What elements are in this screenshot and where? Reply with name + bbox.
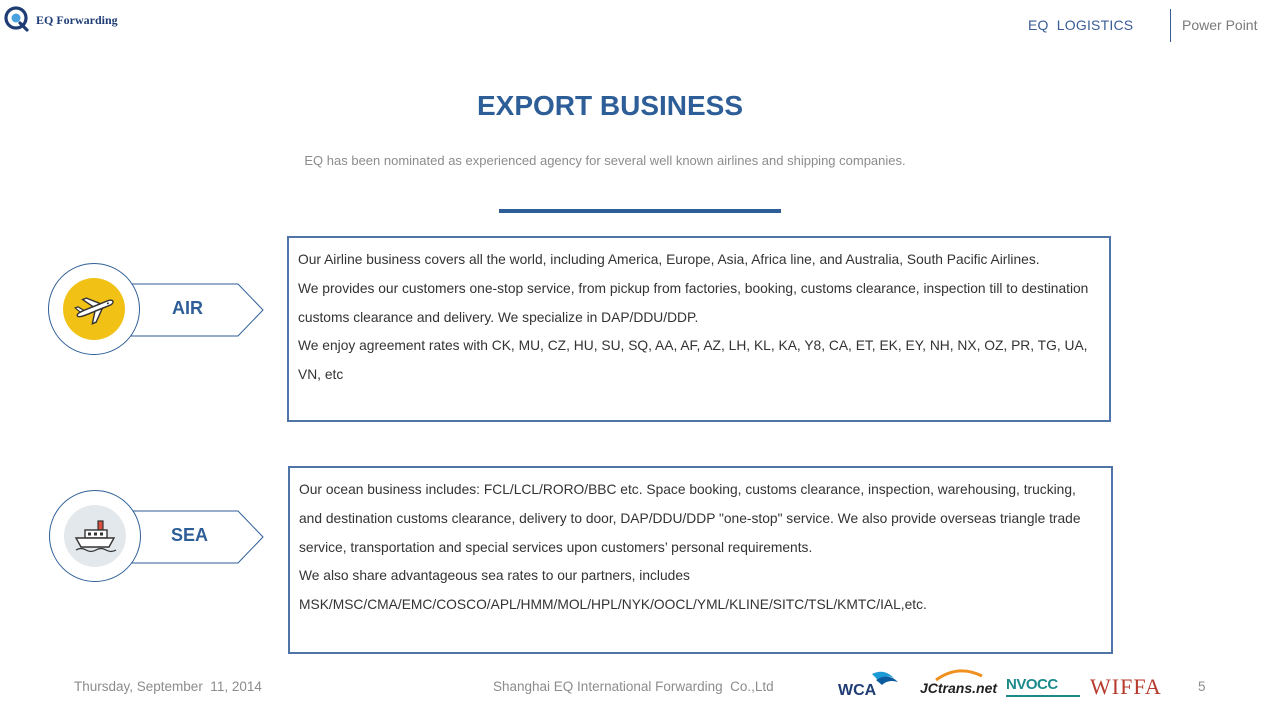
nvocc-logo: [1006, 676, 1082, 700]
air-paragraph: Our Airline business covers all the world, including America, Europe, Asia, Africa line, and Australia, South Pacific Airlines.: [298, 252, 1040, 267]
nav-eq-logistics[interactable]: EQ LOGISTICS: [1028, 17, 1134, 33]
page-number: 5: [1198, 679, 1206, 694]
title-underline: [499, 209, 781, 213]
nvocc-underline: [1006, 695, 1080, 697]
page-subtitle: EQ has been nominated as experienced agency for several well known airlines and shipping companies.: [304, 153, 906, 168]
eq-logo-icon: [4, 6, 30, 32]
sea-paragraph: Our ocean business includes: FCL/LCL/RORO/BBC etc. Space booking, customs clearance, inspection, warehousing, trucking, and destination customs clearance, delivery to door, DAP/DDU/DDP "one-stop" service. We also provide overseas triangle trade service, transportation and special services upon customers’ personal requirements.: [299, 482, 1081, 555]
wiffa-logo: [1090, 672, 1172, 700]
air-paragraph: We provides our customers one-stop service, from pickup from factories, booking, customs clearance, inspection till to destination customs clearance and delivery. We specialize in DAP/DDU/DDP.: [298, 280, 1089, 325]
sea-content-box: [288, 466, 1113, 654]
wiffa-logo-text: WIFFA: [1090, 674, 1162, 699]
sea-badge: [49, 490, 141, 582]
footer-date: Thursday, September 11, 2014: [74, 679, 262, 694]
airplane-icon: [72, 292, 116, 326]
air-label: AIR: [172, 298, 203, 318]
header-divider: [1170, 9, 1171, 42]
sea-paragraph: We also share advantageous sea rates to our partners, includes MSK/MSC/CMA/EMC/COSCO/APL/HMM/MOL/HPL/NYK/OOCL/YML/KLINE/SITC/TSL/KMTC/IAL,etc.: [299, 568, 927, 613]
wca-logo-text: WCA: [838, 682, 877, 699]
wca-logo: [838, 668, 918, 700]
jctrans-logo-text: JCtrans.net: [920, 680, 998, 696]
nav-power-point[interactable]: Power Point: [1182, 17, 1258, 33]
page-title: EXPORT BUSINESS: [476, 90, 744, 121]
brand-name: EQ Forwarding: [36, 13, 118, 27]
jctrans-logo: [918, 668, 998, 700]
nvocc-logo-text: NVOCC: [1006, 676, 1058, 693]
sea-label: SEA: [171, 525, 209, 545]
air-content-box: [287, 236, 1111, 422]
air-icon-circle: [63, 278, 125, 340]
air-badge: [48, 263, 140, 355]
footer-company: Shanghai EQ International Forwarding Co.,Ltd: [493, 679, 774, 694]
air-paragraph: We enjoy agreement rates with CK, MU, CZ, HU, SU, SQ, AA, AF, AZ, LH, KL, KA, Y8, CA, ET, EK, EY, NH, NX, OZ, PR, TG, UA, VN, etc: [298, 338, 1088, 383]
ship-icon: [73, 518, 117, 554]
sea-icon-circle: [64, 505, 126, 567]
